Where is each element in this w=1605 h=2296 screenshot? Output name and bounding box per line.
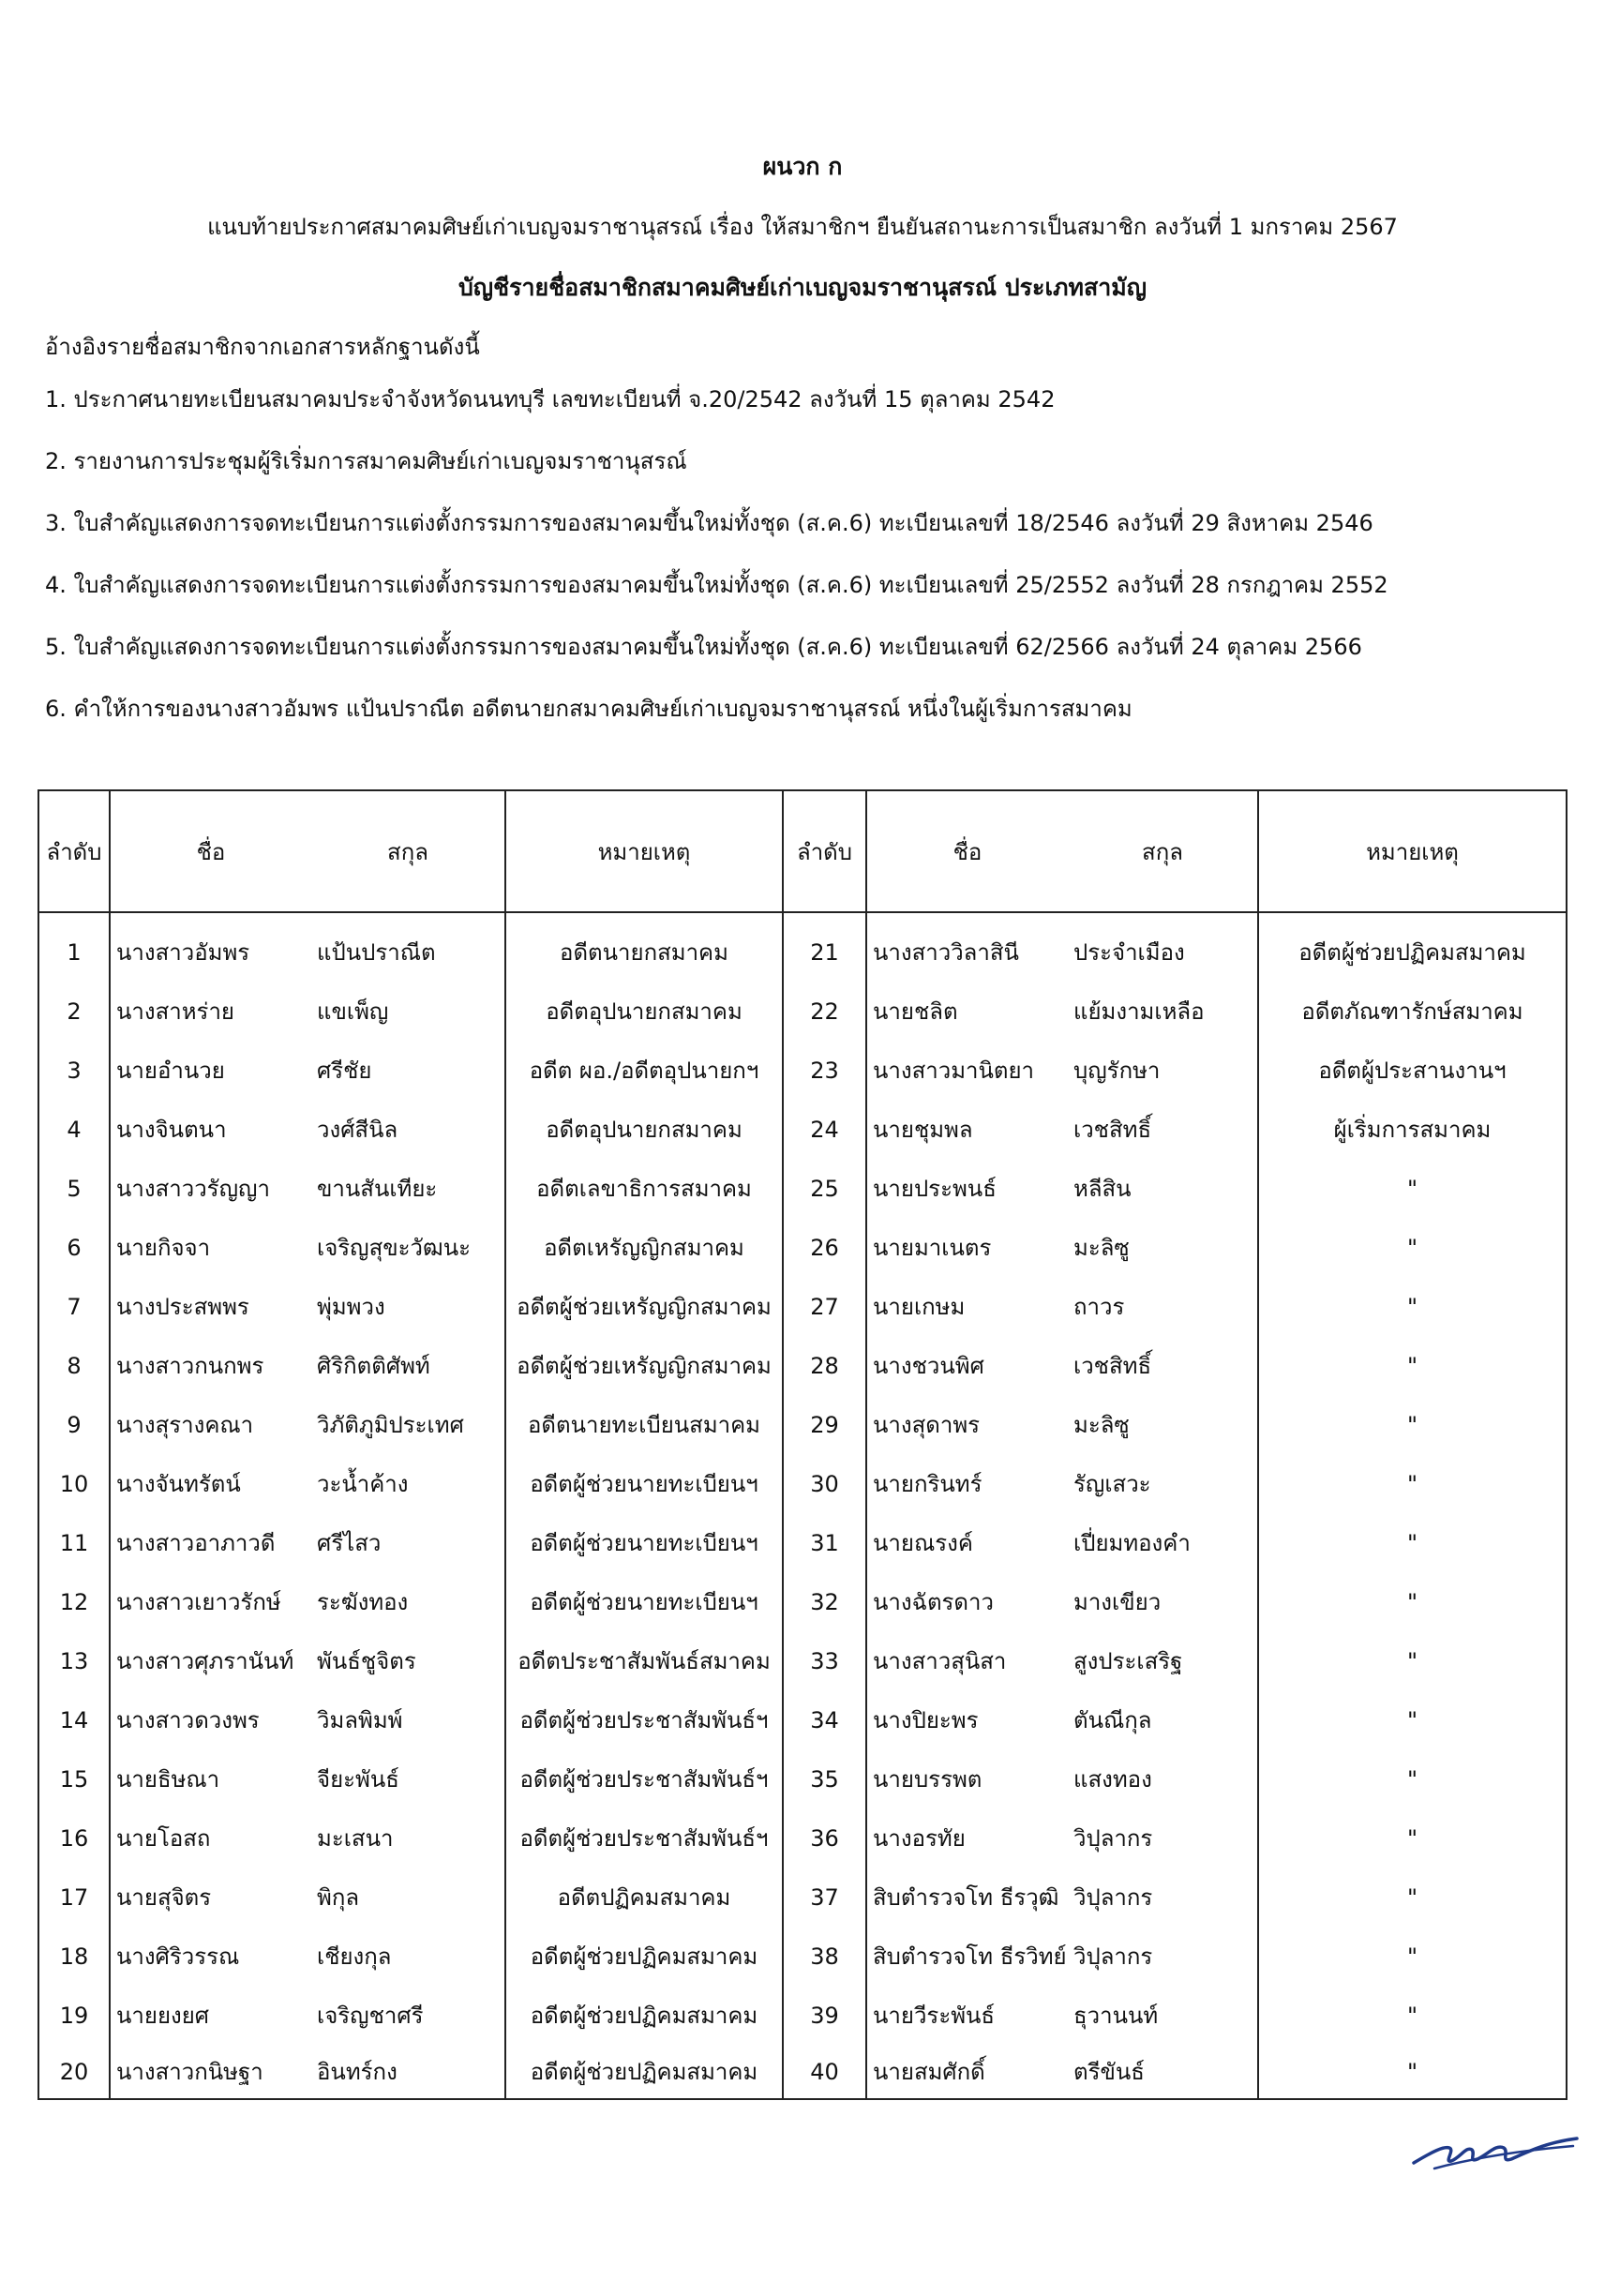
member-remark: อดีตนายทะเบียนสมาคม [505,1395,783,1454]
member-remark: อดีตผู้ช่วยเหรัญญิกสมาคม [505,1336,783,1395]
member-surname: วะน้ำค้าง [311,1454,505,1513]
member-order: 10 [38,1454,110,1513]
member-remark: อดีตผู้ช่วยปฏิคมสมาคม [505,1927,783,1986]
member-name: สิบตำรวจโท ธีรวิทย์ [866,1927,1068,1986]
member-name: นายสุจิตร [110,1868,311,1927]
member-name: สิบตำรวจโท ธีรวุฒิ [866,1868,1068,1927]
member-remark: อดีตผู้ช่วยประชาสัมพันธ์ฯ [505,1690,783,1749]
member-surname: เปี่ยมทองคำ [1068,1513,1258,1572]
table-row [38,1100,1567,1159]
member-remark: อดีตผู้ช่วยนายทะเบียนฯ [505,1513,783,1572]
table-row [38,1513,1567,1572]
member-name: นายโอสถ [110,1808,311,1868]
member-order: 28 [783,1336,866,1395]
member-surname: พุ่มพวง [311,1277,505,1336]
document-subtitle: แนบท้ายประกาศสมาคมศิษย์เก่าเบญจมราชานุสรณ์ เรื่อง ให้สมาชิกฯ ยืนยันสถานะการเป็นสมาชิก ลงวันที่ 1 มกราคม 2567 [207,214,1398,240]
member-surname: วงศ์สีนิล [311,1100,505,1159]
member-surname: ประจำเมือง [1068,912,1258,982]
member-name: นายชุมพล [866,1100,1068,1159]
document-title: ผนวก ก [762,153,843,180]
member-remark: อดีตผู้ช่วยเหรัญญิกสมาคม [505,1277,783,1336]
member-remark: อดีตผู้ช่วยปฏิคมสมาคม [1258,912,1567,982]
member-order: 6 [38,1218,110,1277]
member-name: นางสาวอัมพร [110,912,311,982]
member-surname: บุญรักษา [1068,1041,1258,1100]
member-remark: " [1258,1690,1567,1749]
member-order: 22 [783,982,866,1041]
member-surname: ศิริกิตติศัพท์ [311,1336,505,1395]
member-name: นางสาหร่าย [110,982,311,1041]
member-name: นางจันทรัตน์ [110,1454,311,1513]
member-order: 38 [783,1927,866,1986]
member-remark: " [1258,1631,1567,1690]
member-order: 33 [783,1631,866,1690]
member-surname: แป้นปราณีต [311,912,505,982]
member-name: นางสาวมานิตยา [866,1041,1068,1100]
member-surname: ธุวานนท์ [1068,1986,1258,2045]
table-row [38,1454,1567,1513]
member-order: 18 [38,1927,110,1986]
member-order: 13 [38,1631,110,1690]
table-row [38,1572,1567,1631]
member-name: นางสาวอาภาวดี [110,1513,311,1572]
member-order: 19 [38,1986,110,2045]
member-order: 2 [38,982,110,1041]
member-surname: รัญเสวะ [1068,1454,1258,1513]
member-remark: อดีตอุปนายกสมาคม [505,1100,783,1159]
member-surname: หลีสิน [1068,1159,1258,1218]
member-name: นางจินตนา [110,1100,311,1159]
table-row [38,982,1567,1041]
table-row [38,912,1567,982]
member-name: นายวีระพันธ์ [866,1986,1068,2045]
member-order: 27 [783,1277,866,1336]
member-remark: อดีตผู้ช่วยนายทะเบียนฯ [505,1572,783,1631]
reference-item: 6. คำให้การของนางสาวอัมพร แป้นปราณีต อดีตนายกสมาคมศิษย์เก่าเบญจมราชานุสรณ์ หนึ่งในผู้เริ่มการสมาคม [45,696,1132,722]
member-remark: อดีตอุปนายกสมาคม [505,982,783,1041]
table-row [38,1749,1567,1808]
member-name: นายธิษณา [110,1749,311,1808]
header-surname: สกุล [1068,790,1258,912]
member-surname: ศรีชัย [311,1041,505,1100]
member-surname: มะลิซู [1068,1395,1258,1454]
table-row [38,1986,1567,2045]
member-name: นางปิยะพร [866,1690,1068,1749]
member-surname: วิภัติภูมิประเทศ [311,1395,505,1454]
header-remark: หมายเหตุ [1258,790,1567,912]
member-surname: เวชสิทธิ์ [1068,1336,1258,1395]
member-order: 14 [38,1690,110,1749]
member-order: 3 [38,1041,110,1100]
member-order: 17 [38,1868,110,1927]
member-order: 9 [38,1395,110,1454]
member-rows [38,912,1567,2099]
reference-item: 1. ประกาศนายทะเบียนสมาคมประจำจังหวัดนนทบุรี เลขทะเบียนที่ จ.20/2542 ลงวันที่ 15 ตุลาคม 2542 [45,386,1056,413]
member-remark: " [1258,1159,1567,1218]
member-name: นายกรินทร์ [866,1454,1068,1513]
member-surname: มางเขียว [1068,1572,1258,1631]
member-surname: จียะพันธ์ [311,1749,505,1808]
member-remark: " [1258,1986,1567,2045]
member-name: นางสาวเยาวรักษ์ [110,1572,311,1631]
member-name: นางสาววิลาสินี [866,912,1068,982]
member-remark: อดีตผู้ช่วยนายทะเบียนฯ [505,1454,783,1513]
member-order: 32 [783,1572,866,1631]
member-surname: ศรีไสว [311,1513,505,1572]
member-order: 21 [783,912,866,982]
member-surname: มะเสนา [311,1808,505,1868]
member-order: 16 [38,1808,110,1868]
header-order: ลำดับ [38,790,110,912]
member-surname: อินทร์กง [311,2045,505,2099]
table-row [38,1159,1567,1218]
member-table [38,789,1568,2100]
member-name: นางสาวกนิษฐา [110,2045,311,2099]
member-order: 8 [38,1336,110,1395]
member-order: 7 [38,1277,110,1336]
member-remark: อดีตผู้ช่วยปฏิคมสมาคม [505,1986,783,2045]
member-order: 23 [783,1041,866,1100]
header-name: ชื่อ [110,790,311,912]
member-surname: ตรีขันธ์ [1068,2045,1258,2099]
header-remark: หมายเหตุ [505,790,783,912]
member-remark: อดีตเหรัญญิกสมาคม [505,1218,783,1277]
member-surname: วิปุลากร [1068,1868,1258,1927]
member-order: 5 [38,1159,110,1218]
member-surname: มะลิซู [1068,1218,1258,1277]
member-surname: วิมลพิมพ์ [311,1690,505,1749]
reference-item: 5. ใบสำคัญแสดงการจดทะเบียนการแต่งตั้งกรรมการของสมาคมขึ้นใหม่ทั้งชุด (ส.ค.6) ทะเบียนเลขที่ 62/2566 ลงวันที่ 24 ตุลาคม 2566 [45,634,1362,660]
member-name: นางประสพพร [110,1277,311,1336]
member-surname: แขเพ็ญ [311,982,505,1041]
member-remark: อดีตปฏิคมสมาคม [505,1868,783,1927]
member-order: 39 [783,1986,866,2045]
member-name: นางสาวศุภรานันท์ [110,1631,311,1690]
member-surname: ขานสันเทียะ [311,1159,505,1218]
member-surname: แสงทอง [1068,1749,1258,1808]
member-order: 1 [38,912,110,982]
member-surname: พันธ์ชูจิตร [311,1631,505,1690]
member-surname: ถาวร [1068,1277,1258,1336]
member-remark: อดีตเลขาธิการสมาคม [505,1159,783,1218]
member-surname: เวชสิทธิ์ [1068,1100,1258,1159]
member-order: 31 [783,1513,866,1572]
member-order: 37 [783,1868,866,1927]
member-order: 25 [783,1159,866,1218]
member-order: 11 [38,1513,110,1572]
table-row [38,1277,1567,1336]
member-surname: เจริญสุขะวัฒนะ [311,1218,505,1277]
member-order: 12 [38,1572,110,1631]
header-name: ชื่อ [866,790,1068,912]
member-remark: " [1258,2045,1567,2099]
member-name: นางศิริวรรณ [110,1927,311,1986]
table-row [38,1336,1567,1395]
table-row [38,1868,1567,1927]
member-remark: " [1258,1808,1567,1868]
member-name: นางฉัตรดาว [866,1572,1068,1631]
member-name: นายกิจจา [110,1218,311,1277]
member-name: นายณรงค์ [866,1513,1068,1572]
member-name: นายสมศักดิ์ [866,2045,1068,2099]
header-surname: สกุล [311,790,505,912]
reference-item: 2. รายงานการประชุมผู้ริเริ่มการสมาคมศิษย์เก่าเบญจมราชานุสรณ์ [45,448,687,474]
member-surname: เชียงกุล [311,1927,505,1986]
reference-item: 4. ใบสำคัญแสดงการจดทะเบียนการแต่งตั้งกรรมการของสมาคมขึ้นใหม่ทั้งชุด (ส.ค.6) ทะเบียนเลขที่ 25/2552 ลงวันที่ 28 กรกฎาคม 2552 [45,572,1388,598]
member-order: 4 [38,1100,110,1159]
table-row [38,1395,1567,1454]
member-remark: อดีตประชาสัมพันธ์สมาคม [505,1631,783,1690]
table-row [38,1631,1567,1690]
member-remark: อดีตผู้ช่วยประชาสัมพันธ์ฯ [505,1749,783,1808]
member-surname: พิกุล [311,1868,505,1927]
member-name: นางชวนพิศ [866,1336,1068,1395]
table-header-row [38,790,1567,912]
member-surname: ระฆังทอง [311,1572,505,1631]
member-remark: " [1258,1749,1567,1808]
member-order: 26 [783,1218,866,1277]
table-row [38,2045,1567,2099]
member-order: 20 [38,2045,110,2099]
member-name: นางสาววรัญญา [110,1159,311,1218]
header-order: ลำดับ [783,790,866,912]
member-order: 24 [783,1100,866,1159]
member-name: นางสาวดวงพร [110,1690,311,1749]
member-name: นางสุรางคณา [110,1395,311,1454]
member-surname: สูงประเสริฐ [1068,1631,1258,1690]
member-surname: วิปุลากร [1068,1808,1258,1868]
member-remark: ผู้เริ่มการสมาคม [1258,1100,1567,1159]
member-order: 40 [783,2045,866,2099]
member-order: 30 [783,1454,866,1513]
member-remark: อดีตผู้ช่วยปฏิคมสมาคม [505,2045,783,2099]
member-name: นางสุดาพร [866,1395,1068,1454]
member-name: นายอำนวย [110,1041,311,1100]
member-name: นายประพนธ์ [866,1159,1068,1218]
table-row [38,1218,1567,1277]
member-name: นายยงยศ [110,1986,311,2045]
member-remark: " [1258,1277,1567,1336]
member-name: นายเกษม [866,1277,1068,1336]
table-row [38,1808,1567,1868]
signature [1406,2114,1584,2180]
member-name: นางอรทัย [866,1808,1068,1868]
table-row [38,1690,1567,1749]
table-row [38,1927,1567,1986]
document-heading: บัญชีรายชื่อสมาชิกสมาคมศิษย์เก่าเบญจมราชานุสรณ์ ประเภทสามัญ [458,274,1148,301]
member-order: 15 [38,1749,110,1808]
reference-list [45,379,1388,750]
member-remark: อดีตนายกสมาคม [505,912,783,982]
member-name: นางสาวสุนิสา [866,1631,1068,1690]
references-intro: อ้างอิงรายชื่อสมาชิกจากเอกสารหลักฐานดังนี้ [45,334,480,360]
member-name: นายบรรพต [866,1749,1068,1808]
member-remark: " [1258,1336,1567,1395]
member-remark: อดีตผู้ช่วยประชาสัมพันธ์ฯ [505,1808,783,1868]
member-surname: วิปุลากร [1068,1927,1258,1986]
member-order: 29 [783,1395,866,1454]
member-name: นางสาวกนกพร [110,1336,311,1395]
member-order: 36 [783,1808,866,1868]
member-remark: " [1258,1395,1567,1454]
member-remark: อดีตผู้ประสานงานฯ [1258,1041,1567,1100]
member-surname: ตันณีกุล [1068,1690,1258,1749]
member-order: 34 [783,1690,866,1749]
member-surname: แย้มงามเหลือ [1068,982,1258,1041]
table-row [38,1041,1567,1100]
member-remark: " [1258,1868,1567,1927]
member-remark: " [1258,1572,1567,1631]
member-remark: " [1258,1454,1567,1513]
member-order: 35 [783,1749,866,1808]
member-name: นายชลิต [866,982,1068,1041]
reference-item: 3. ใบสำคัญแสดงการจดทะเบียนการแต่งตั้งกรรมการของสมาคมขึ้นใหม่ทั้งชุด (ส.ค.6) ทะเบียนเลขที่ 18/2546 ลงวันที่ 29 สิงหาคม 2546 [45,510,1373,536]
member-name: นายมาเนตร [866,1218,1068,1277]
member-remark: " [1258,1927,1567,1986]
member-remark: " [1258,1218,1567,1277]
member-surname: เจริญชาศรี [311,1986,505,2045]
member-remark: " [1258,1513,1567,1572]
member-remark: อดีต ผอ./อดีตอุปนายกฯ [505,1041,783,1100]
member-remark: อดีตภัณฑารักษ์สมาคม [1258,982,1567,1041]
